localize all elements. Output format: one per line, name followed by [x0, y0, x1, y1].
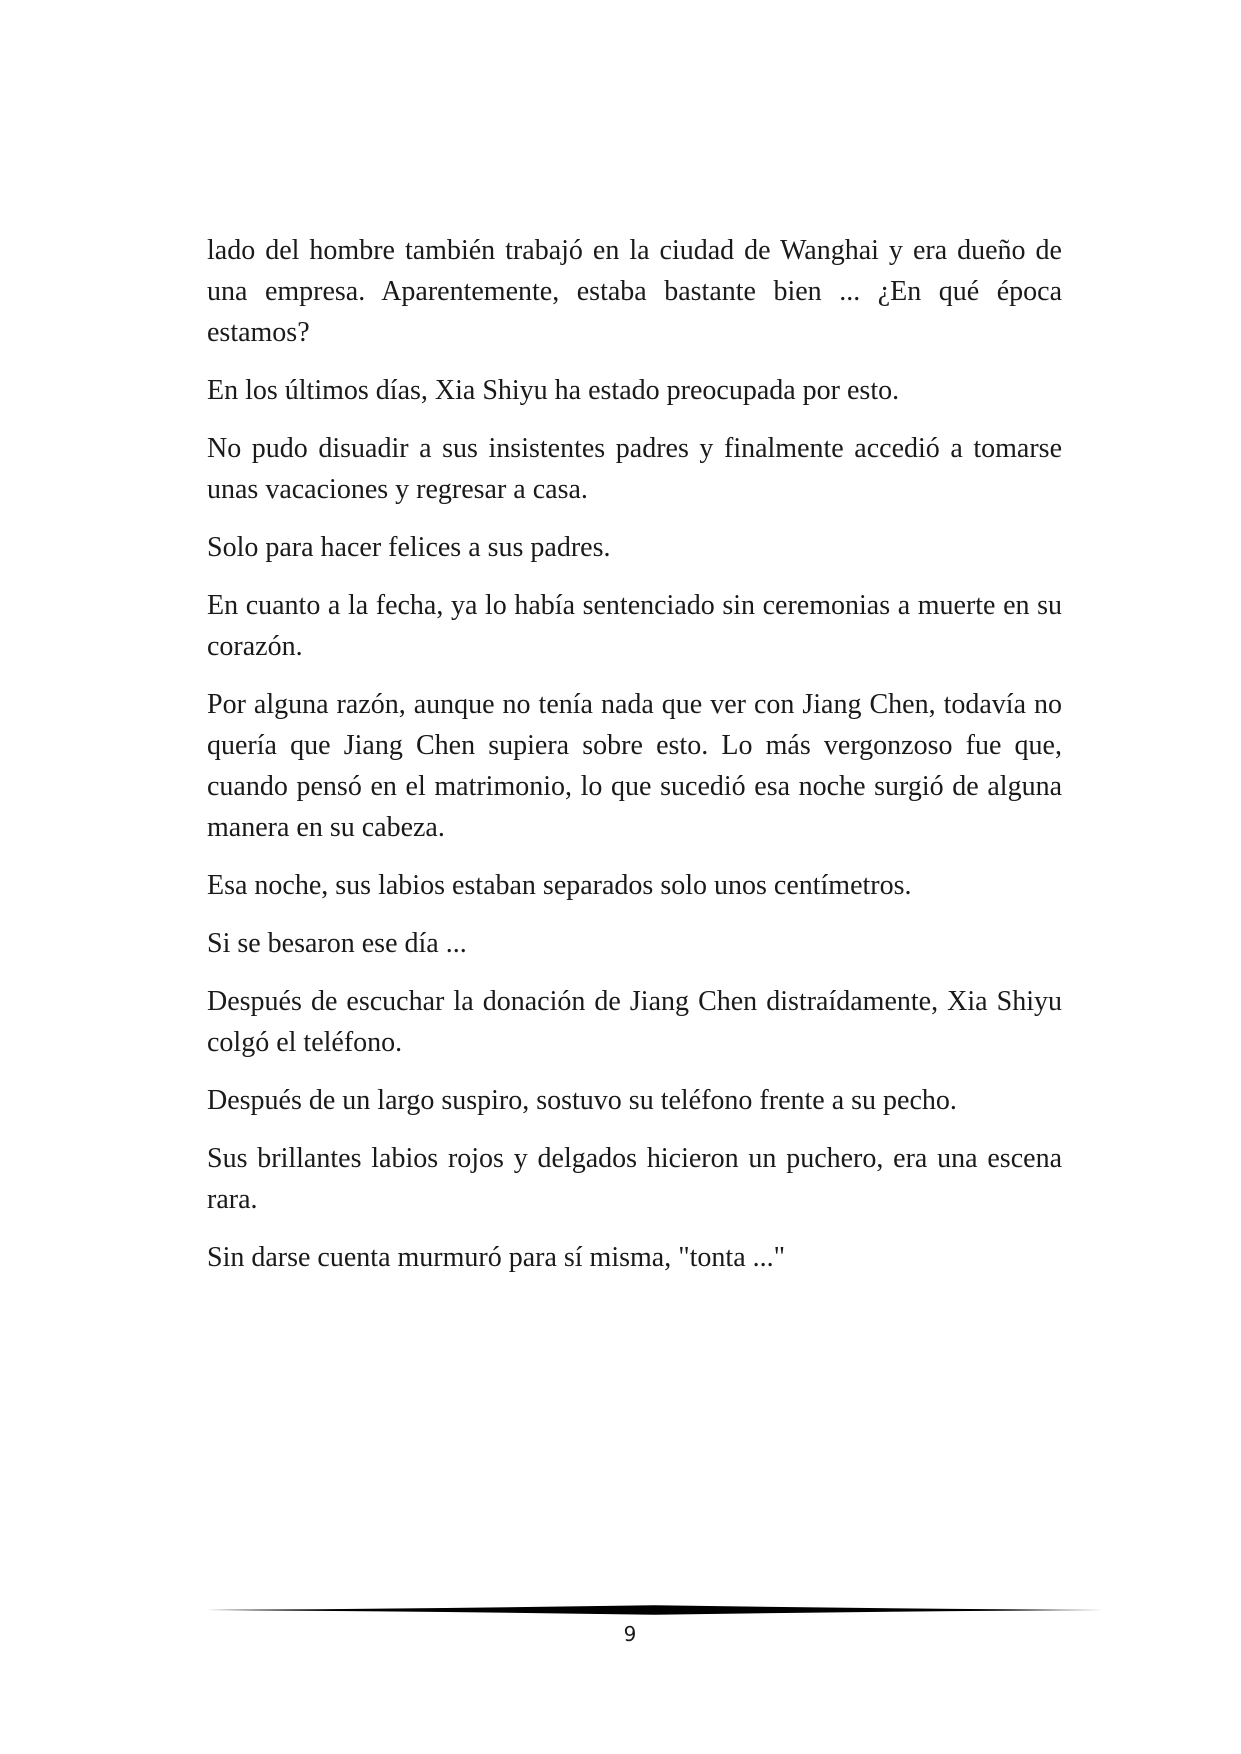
paragraph: Sus brillantes labios rojos y delgados hicieron un puchero, era una escena rara. [207, 1143, 1062, 1215]
paragraph: Solo para hacer felices a sus padres. [207, 532, 611, 563]
paragraph: Después de escuchar la donación de Jiang Chen distraídamente, Xia Shiyu colgó el teléfono. [207, 986, 1062, 1058]
paragraph: No pudo disuadir a sus insistentes padres y finalmente accedió a tomarse unas vacaciones y regresar a casa. [207, 433, 1062, 505]
body-text [207, 230, 1062, 1295]
page-number: 9 [623, 1622, 637, 1646]
paragraph: Después de un largo suspiro, sostuvo su teléfono frente a su pecho. [207, 1085, 957, 1116]
footer-divider [207, 1604, 1104, 1616]
paragraph: Si se besaron ese día ... [207, 928, 467, 959]
paragraph: Por alguna razón, aunque no tenía nada que ver con Jiang Chen, todavía no quería que Jiang Chen supiera sobre esto. Lo más vergonzoso fue que, cuando pensó en el matrimonio, lo que sucedió esa noche surgió de alguna manera en su cabeza. [207, 689, 1062, 843]
paragraph: Esa noche, sus labios estaban separados solo unos centímetros. [207, 870, 912, 901]
paragraph: En los últimos días, Xia Shiyu ha estado preocupada por esto. [207, 375, 900, 406]
paragraph: En cuanto a la fecha, ya lo había sentenciado sin ceremonias a muerte en su corazón. [207, 590, 1062, 662]
paragraph: lado del hombre también trabajó en la ciudad de Wanghai y era dueño de una empresa. Aparentemente, estaba bastante bien ... ¿En qué época estamos? [207, 235, 1062, 348]
paragraph: Sin darse cuenta murmuró para sí misma, "tonta ..." [207, 1242, 786, 1273]
